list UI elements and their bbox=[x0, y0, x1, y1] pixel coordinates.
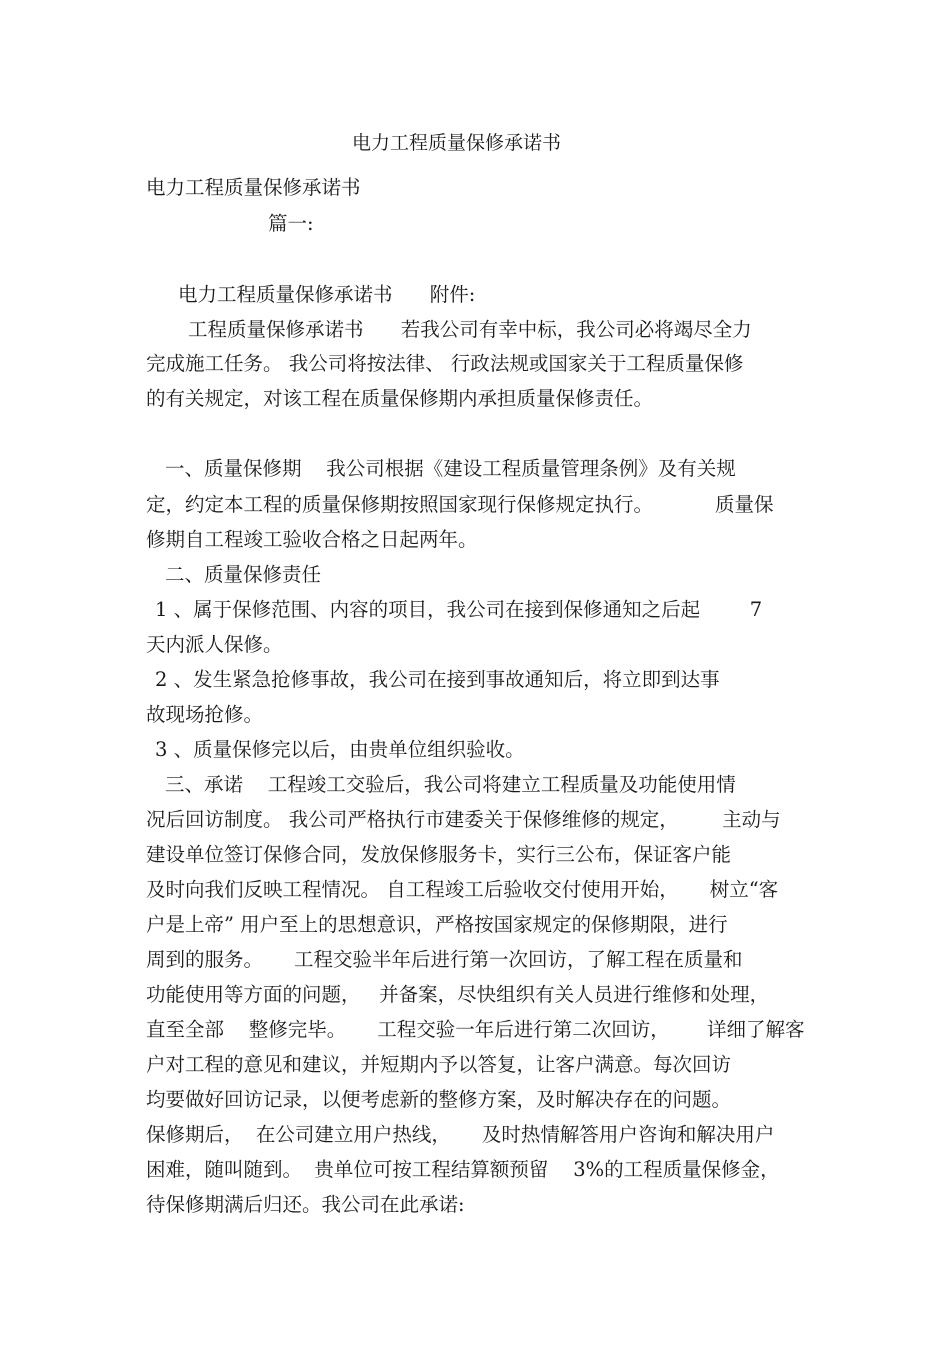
doc-line: 况后回访制度。 我公司严格执行市建委关于保修维修的规定， 主动与 bbox=[146, 808, 781, 831]
doc-line: 完成施工任务。 我公司将按法律、 行政法规或国家关于工程质量保修 bbox=[146, 352, 744, 375]
doc-line: 1 、属于保修范围、内容的项目，我公司在接到保修通知之后起 7 bbox=[155, 598, 763, 621]
doc-line: 2 、发生紧急抢修事故，我公司在接到事故通知后，将立即到达事 bbox=[155, 668, 720, 691]
doc-line: 户对工程的意见和建议，并短期内予以答复，让客户满意。每次回访 bbox=[146, 1053, 732, 1076]
doc-line: 待保修期满后归还。我公司在此承诺: bbox=[146, 1193, 465, 1216]
doc-line: 保修期后， 在公司建立用户热线， 及时热情解答用户咨询和解决用户 bbox=[146, 1123, 775, 1146]
doc-line: 直至全部 整修完毕。 工程交验一年后进行第二次回访， 详细了解客 bbox=[146, 1018, 805, 1041]
doc-line: 3 、质量保修完以后，由贵单位组织验收。 bbox=[155, 738, 525, 761]
doc-line: 天内派人保修。 bbox=[146, 633, 283, 656]
doc-line: 建设单位签订保修合同，发放保修服务卡，实行三公布，保证客户能 bbox=[146, 843, 732, 866]
doc-line: 困难，随叫随到。 贵单位可按工程结算额预留 3%的工程质量保修金， bbox=[146, 1158, 780, 1181]
doc-line: 三、承诺 工程竣工交验后，我公司将建立工程质量及功能使用情 bbox=[165, 773, 736, 796]
document-title: 电力工程质量保修承诺书 bbox=[352, 132, 562, 154]
doc-line: 的有关规定，对该工程在质量保修期内承担质量保修责任。 bbox=[146, 387, 654, 410]
doc-line: 及时向我们反映工程情况。 自工程竣工后验收交付使用开始， 树立“客 bbox=[146, 878, 779, 901]
doc-line: 电力工程质量保修承诺书 bbox=[146, 176, 361, 199]
doc-line: 均要做好回访记录，以便考虑新的整修方案，及时解决存在的问题。 bbox=[146, 1088, 732, 1111]
doc-line: 篇一: bbox=[268, 212, 314, 235]
doc-line: 二、质量保修责任 bbox=[165, 563, 322, 586]
doc-line: 一、质量保修期 我公司根据《建设工程质量管理条例》及有关规 bbox=[165, 457, 736, 480]
doc-line: 功能使用等方面的问题， 并备案，尽快组织有关人员进行维修和处理， bbox=[146, 983, 770, 1006]
doc-line: 定，约定本工程的质量保修期按照国家现行保修规定执行。 质量保 bbox=[146, 493, 774, 516]
doc-line: 户是上帝” 用户至上的思想意识，严格按国家规定的保修期限，进行 bbox=[146, 913, 728, 936]
doc-line: 电力工程质量保修承诺书 附件: bbox=[178, 283, 476, 306]
doc-line: 故现场抢修。 bbox=[146, 703, 264, 726]
doc-line: 修期自工程竣工验收合格之日起两年。 bbox=[146, 528, 478, 551]
doc-line: 工程质量保修承诺书 若我公司有幸中标，我公司必将竭尽全力 bbox=[188, 318, 752, 341]
doc-line: 周到的服务。 工程交验半年后进行第一次回访，了解工程在质量和 bbox=[146, 948, 743, 971]
